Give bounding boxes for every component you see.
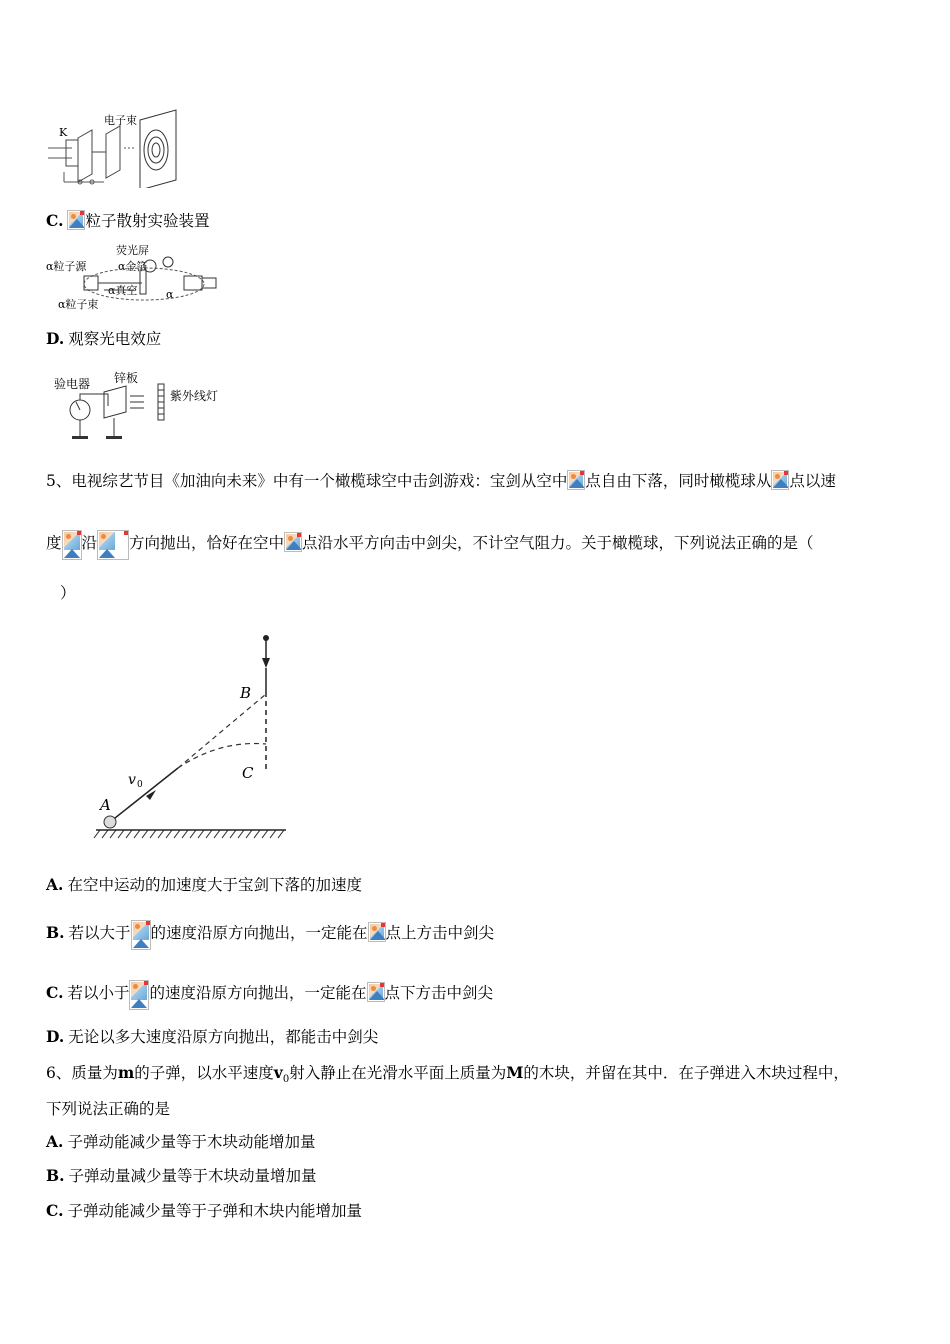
vacuum-label: α真空 — [108, 284, 138, 297]
gold-foil-label: α金箔 — [118, 260, 148, 273]
q6-text: 的木块，并留在其中．在子弹进入木块过程中， — [523, 1064, 849, 1082]
beam-label: α粒子束 — [58, 298, 99, 311]
option-text: 点下方击中剑尖 — [384, 984, 494, 1002]
q5-text: 5、电视综艺节目《加油向未来》中有一个橄榄球空中击剑游戏：宝剑从空中 — [46, 472, 568, 490]
alpha-scattering-figure — [44, 240, 224, 312]
option-text: 点上方击中剑尖 — [385, 924, 495, 942]
q6-velocity-subscript: 0 — [282, 1074, 290, 1086]
q5-text: 点以速 — [789, 472, 836, 490]
option-letter: D. — [46, 1027, 65, 1046]
option-text: 子弹动能减少量等于木块动能增加量 — [67, 1133, 316, 1151]
option-letter: D. — [46, 329, 65, 348]
placeholder-image-icon — [67, 210, 85, 230]
option-letter: A. — [46, 875, 64, 894]
option-text: 的速度沿原方向抛出，一定能在 — [150, 924, 368, 942]
placeholder-image-icon — [62, 530, 82, 560]
placeholder-image-icon — [567, 470, 585, 490]
q5-stem-line1 — [46, 470, 836, 492]
q6-stem-line1 — [46, 1062, 849, 1091]
q6-block-mass-symbol: M — [506, 1063, 524, 1082]
q6-text: 射入静止在光滑水平面上质量为 — [289, 1064, 507, 1082]
option-letter: A. — [46, 1132, 64, 1151]
option-c-alpha-scattering — [46, 210, 209, 232]
option-text: 观察光电效应 — [68, 330, 162, 348]
v0-subscript: 0 — [137, 780, 143, 790]
electroscope-label: 验电器 — [54, 377, 91, 391]
option-letter: C. — [46, 983, 64, 1002]
electron-beam-figure — [44, 104, 194, 188]
q5-text: 点自由下落，同时橄榄球从 — [585, 472, 772, 490]
option-text: 在空中运动的加速度大于宝剑下落的加速度 — [67, 876, 362, 894]
option-text: 粒子散射实验装置 — [85, 212, 210, 230]
option-text: 子弹动能减少量等于子弹和木块内能增加量 — [67, 1202, 362, 1220]
placeholder-image-icon — [367, 982, 385, 1002]
option-letter: B. — [46, 923, 65, 942]
q6-text: 的子弹，以水平速度 — [134, 1064, 274, 1082]
electron-beam-label: 电子束 — [104, 114, 137, 127]
v0-label: v — [128, 772, 136, 788]
q5-stem-line2 — [46, 530, 814, 560]
uv-lamp-label: 紫外线灯 — [170, 389, 219, 403]
option-text: 的速度沿原方向抛出，一定能在 — [149, 984, 367, 1002]
placeholder-image-icon — [131, 920, 151, 950]
q5-option-b — [46, 920, 494, 950]
zinc-plate-label: 锌板 — [114, 371, 139, 385]
q5-option-a — [46, 874, 362, 896]
option-text: 无论以多大速度沿原方向抛出，都能击中剑尖 — [68, 1028, 379, 1046]
option-text: 若以大于 — [68, 924, 131, 942]
placeholder-image-icon — [771, 470, 789, 490]
q5-text: 沿 — [81, 534, 98, 552]
point-c-label: C — [242, 764, 254, 782]
placeholder-image-icon — [368, 922, 386, 942]
option-d-photoelectric — [46, 328, 161, 350]
option-letter: C. — [46, 211, 64, 230]
point-b-label: B — [240, 684, 252, 702]
q6-mass-symbol: m — [117, 1063, 135, 1082]
q6-option-c — [46, 1200, 362, 1222]
placeholder-image-icon — [129, 980, 149, 1010]
q5-option-c — [46, 980, 493, 1010]
q5-text: 点沿水平方向击中剑尖，不计空气阻力。关于橄榄球，下列说法正确的是（ — [302, 534, 814, 552]
placeholder-image-icon — [284, 532, 302, 552]
q5-text: 度 — [46, 534, 62, 552]
photoelectric-figure — [44, 366, 234, 444]
q6-option-b — [46, 1165, 317, 1187]
source-label: α粒子源 — [46, 260, 87, 273]
option-text: 若以小于 — [67, 984, 130, 1002]
option-letter: C. — [46, 1201, 64, 1220]
q6-velocity-symbol: v — [273, 1063, 283, 1082]
q5-text: 方向抛出，恰好在空中 — [129, 534, 285, 552]
point-a-label: A — [100, 796, 111, 814]
q5-option-d — [46, 1026, 378, 1048]
alpha-label: α — [166, 288, 174, 301]
cathode-k-label: K — [59, 126, 68, 139]
projectile-figure — [90, 628, 290, 842]
placeholder-image-icon — [97, 530, 129, 560]
q6-option-a — [46, 1131, 315, 1153]
q5-stem-line3: ） — [60, 584, 76, 602]
q6-text: 6、质量为 — [46, 1064, 118, 1082]
option-letter: B. — [46, 1166, 65, 1185]
screen-label: 荧光屏 — [116, 244, 149, 257]
option-text: 子弹动量减少量等于木块动量增加量 — [68, 1167, 317, 1185]
q6-stem-line2: 下列说法正确的是 — [46, 1100, 171, 1118]
